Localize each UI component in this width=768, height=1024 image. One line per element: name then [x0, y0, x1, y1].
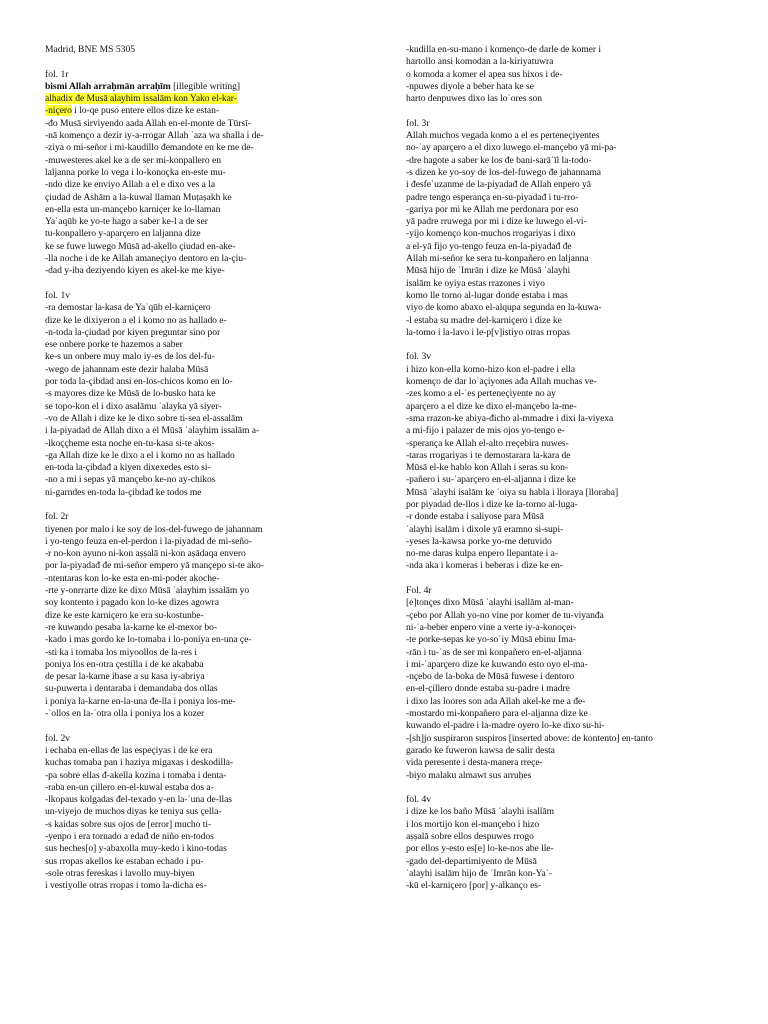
transcription-line [406, 413, 736, 425]
line-text: en-el-çillero donde estaba su-padre i madre [406, 683, 570, 695]
line-text: tiyenen por malo i ke soy de los-del-fuwego de jahannam [45, 523, 263, 535]
folio-section [406, 44, 736, 105]
transcription-line [45, 610, 370, 622]
line-text: -yeses la-kawsa porke yo-me detuvido [406, 535, 552, 547]
transcription-line [45, 241, 370, 253]
line-text: la-tomo i la-lavo i le-p[v]istiyo otras rropas [406, 326, 570, 338]
line-text: -ʿollos en la-ʿotra olla i poniya los a kozer [45, 708, 205, 720]
transcription-line [406, 44, 736, 56]
folio-section [406, 794, 736, 892]
transcription-line [406, 462, 736, 474]
transcription-line [45, 634, 370, 646]
line-text: yā padre rruwega por mi i dize ke luwego el-vi- [406, 216, 587, 228]
transcription-line [406, 610, 736, 622]
transcription-line [45, 536, 370, 548]
line-text: i dixo las loores son ada Allah akel-ke me a đe- [406, 695, 586, 707]
transcription-line [406, 278, 736, 290]
transcription-line [45, 450, 370, 462]
transcription-line [406, 499, 736, 511]
line-text: -dad y-iba deziyendo kiyen es akel-ke me kiye- [45, 265, 225, 277]
line-text: -ziya o mi-señor i mi-kaudillo đemandote en ke me de- [45, 142, 254, 154]
transcription-line [406, 179, 736, 191]
transcription-line [45, 868, 370, 880]
line-text: -ga Allah dize ke le dixo a el i komo no as hallado [45, 449, 235, 461]
line-text: -zes komo a el-ʿes perteneçiyente no ay [406, 388, 556, 400]
transcription-line [45, 794, 370, 806]
transcription-line [45, 524, 370, 536]
transcription-line [406, 315, 736, 327]
transcription-line [45, 671, 370, 683]
line-text: -pa sobre ellas đ-akella kozina i tomaba i denta- [45, 769, 227, 781]
transcription-line [406, 204, 736, 216]
transcription-line [406, 622, 736, 634]
line-text: viyo de komo abaxo el-alqupa segunda en la-kuwa- [406, 302, 602, 314]
transcription-line [45, 683, 370, 695]
line-text: i los mortijo kon el-mançebo i hizo [406, 818, 540, 830]
transcription-line [406, 130, 736, 142]
line-text: su-puwerta i dentaraba i demandaba dos ollas [45, 683, 218, 695]
transcription-line [406, 474, 736, 486]
line-text: por la-piyadađ đe mi-señor empero yā mançepo si-te ako- [45, 560, 264, 572]
line-text: -biyo malaku almawt sus arruḥes [406, 769, 532, 781]
transcription-line [406, 265, 736, 277]
line-text: -wego de jahannam este dezir halaba Mūsā [45, 363, 209, 375]
line-text: Allah mi-señor ke sera tu-konpañero en laljanna [406, 253, 589, 265]
line-text: i lo-qe puso entere ellos dize ke estan- [71, 105, 219, 117]
line-text: ke se fuwe luwego Mūsā ad-akello çiudad en-ake- [45, 240, 236, 252]
transcription-line [406, 216, 736, 228]
line-text: padre tengo esperança en-su-piyadađ i tu-rro- [406, 191, 579, 203]
line-text: tu-konpallero y-aparçero en laljanna dize [45, 228, 201, 240]
line-text: -mostardo mi-konpañero para el-aljanna dize ke [406, 708, 588, 720]
highlighted-text: -niçero [45, 105, 72, 117]
transcription-line [406, 155, 736, 167]
line-text: komenço de dar loʿaçiyones ađa Allah muchas ve- [406, 376, 597, 388]
transcription-line [406, 487, 736, 499]
transcription-line [45, 560, 370, 572]
transcription-line [406, 401, 736, 413]
line-text: ni-garndes en-toda la-çibdađ ke todos me [45, 486, 202, 498]
line-text: por toda la-çibdad ansi en-los-chicos komo en lo- [45, 376, 233, 388]
line-text: ni-ʿa-beber enpero vine a verte iy-a-konoçer- [406, 621, 577, 633]
transcription-line [406, 56, 736, 68]
transcription-line [45, 585, 370, 597]
line-text: -gado del-departimiyento de Mūsā [406, 855, 537, 867]
line-text: i yo-tengo feuza en-el-perdon i la-piyadad de mi-seño- [45, 535, 252, 547]
line-text: -đo Musā sirviyendo aada Allah en-el-monte de Tūrsī- [45, 117, 251, 129]
right-column-sections [406, 44, 736, 892]
transcription-line [45, 216, 370, 228]
line-text: sus heches[o] y-abaxolla muy-kedo i kino-todas [45, 843, 227, 855]
transcription-line [45, 105, 370, 117]
line-text: -çebo por Allah yo-no vine por komer de tu-viyanđa [406, 609, 604, 621]
line-text: Allah muchos vegada komo a el es perteneçiyentes [406, 130, 600, 142]
line-text: Mūsā el-ke hablo kon Allah i seras su kon- [406, 462, 569, 474]
line-text: -raba en-un çillero en-el-kuwal estaba dos a- [45, 781, 214, 793]
line-text: -kado i mas gordo ke lo-tomaba i lo-poniya en-una çe- [45, 634, 252, 646]
transcription-line [45, 192, 370, 204]
transcription-line [45, 438, 370, 450]
line-text: -l estaba su madre del-karniçero i dize ke [406, 314, 562, 326]
transcription-line [45, 118, 370, 130]
line-text: -sperança ke Allah el-alto rreçebira nuwes- [406, 437, 569, 449]
transcription-line [406, 192, 736, 204]
line-text: -npuwes diyole a beber hata ke se [406, 80, 534, 92]
line-text: ke-s un onbere muy malo iy-es de los del-fu- [45, 351, 215, 363]
line-text: -ndo dize ke enviyo Allah a el e dixo ves a la [45, 179, 216, 191]
line-text: -lkopaus kolgadas đel-texado y-en la-ʿuna de-llas [45, 794, 232, 806]
line-text: -sma rrazon-ke abiya-đicho al-mmadre i dixi la-viyexa [406, 412, 614, 424]
transcription-line [406, 745, 736, 757]
line-text: i vestiyolle otras rropas i tomo la-dicha es- [45, 880, 207, 892]
transcription-line [45, 401, 370, 413]
transcription-line [406, 93, 736, 105]
line-text: no-ʿay aparçero a el dixo luwego el-mançebo yā mi-pa- [406, 142, 617, 154]
transcription-line [45, 708, 370, 720]
transcription-line [45, 327, 370, 339]
right-column [406, 44, 736, 892]
transcription-line [406, 733, 736, 745]
line-text: a el-yā fijo yo-tengo feuza en-la-piyadađ đe [406, 240, 572, 252]
line-text: i đesfeʿuzanme de la-piyadađ de Allah enpero yā [406, 179, 591, 191]
line-text: -nda aka i komeras i beberas i dize ke en- [406, 560, 563, 572]
line-text: -[sh]jo suspiraron suspiros [inserted above: de kontento] en-tanto [406, 732, 653, 744]
line-text: poniya los en-otra çestilla i de ke akababa [45, 658, 204, 670]
transcription-line [45, 696, 370, 708]
transcription-line [45, 155, 370, 167]
line-text: -vo de Allah i dize ke le dixo sobre ti-sea el-assalām [45, 412, 243, 424]
transcription-line [406, 597, 736, 609]
line-text: ese onbere porke te hazemos a saber [45, 339, 183, 351]
line-text: -r no-kon ayuno ni-kon aṣṣalā ni-kon aṣādaqa envero [45, 548, 246, 560]
transcription-line [45, 856, 370, 868]
line-text: -r donde estaba i saliyose para Mūsā [406, 511, 544, 523]
transcription-line [45, 819, 370, 831]
transcription-line [45, 93, 370, 105]
transcription-line [45, 831, 370, 843]
folio-section [406, 351, 736, 572]
folio-label: fol. 2r [45, 511, 69, 523]
transcription-line [45, 770, 370, 782]
line-text: -nçebo de la-boka de Mūsā fuwese i dentoro [406, 671, 575, 683]
line-text: no-me daras kulpa enpero llepantate i a- [406, 548, 558, 560]
transcription-line [406, 831, 736, 843]
line-text: soy kontento i pagado kon lo-ke dizes agowra [45, 597, 219, 609]
transcription-line [45, 462, 370, 474]
line-text: -n-toda la-çiudad por kiyen preguntar sino por [45, 326, 221, 338]
highlighted-text: alhadix đe Musā alayhim issalām kon Yako el-kar- [45, 93, 237, 105]
transcription-line [45, 179, 370, 191]
line-text: -taras rrogariyas i te demostarara la-kara de [406, 449, 571, 461]
transcription-line [45, 622, 370, 634]
transcription-line [406, 560, 736, 572]
line-text: i poniya la-karne en-la-una đe-lla i poniya los-me- [45, 695, 236, 707]
transcription-line [45, 487, 370, 499]
line-text: -sti ka i tomaba los miyoollos de la-res i [45, 646, 197, 658]
transcription-line [45, 806, 370, 818]
transcription-line [45, 782, 370, 794]
line-text: harto denpuwes dixo las loʿores son [406, 93, 543, 105]
line-text: -lkoççheme esta noche en-tu-kasa si-te akos- [45, 437, 215, 449]
folio-label: fol. 3v [406, 351, 432, 363]
transcription-line [406, 327, 736, 339]
transcription-line [45, 425, 370, 437]
line-text: ʿalayhi isalām i dixole yā eramno si-supi- [406, 523, 564, 535]
line-text: i la-piyadad de Allah dixo a el Mūsā ʿalayhim issalām a- [45, 425, 260, 437]
folio-section [45, 733, 370, 893]
transcription-line [406, 69, 736, 81]
line-text: un-viyejo de muchos diyas ke teniya sus çella- [45, 806, 222, 818]
transcription-line [45, 204, 370, 216]
line-text: hartollo ansi komodan a la-kiriyatuwra [406, 56, 554, 68]
transcription-line [45, 548, 370, 560]
line-text: vida peresente i desta-manera rreçe- [406, 757, 543, 769]
line-text: en-toda la-çibdađ a kiyen dixexedes esto si- [45, 462, 211, 474]
line-text: -s mayores dize ke Mūsā de lo-busko hata ke [45, 388, 216, 400]
line-text: -kū el-karniçero [por] y-alkanço es- [406, 880, 542, 892]
transcription-line [406, 856, 736, 868]
transcription-line [406, 388, 736, 400]
line-text: aparçero a el dize ke dixo el-mançebo la-me- [406, 400, 577, 412]
line-text: komo lle torno al-lugar donde estaba i mas [406, 289, 568, 301]
folio-label: fol. 2v [45, 732, 71, 744]
line-text: çiudad de Ashām a la-kuwal llaman Muṭaṣakh ke [45, 191, 232, 203]
line-text: i hizo kon-ella komo-hizo kon el-padre i ella [406, 363, 576, 375]
line-text: -re kuwando pesaba la-karne ke el-mexor bo- [45, 621, 218, 633]
line-text: -rān i tu-ʿas de ser mi konpañero en-el-aljanna [406, 646, 582, 658]
transcription-line [406, 634, 736, 646]
transcription-line [45, 745, 370, 757]
line-text: kuchas tomaba pan i haziya migaxas i deskodilla- [45, 757, 234, 769]
line-text: se topo-kon el i dixo asalāmu ʿalayka yā siyer- [45, 400, 222, 412]
transcription-line [406, 720, 736, 732]
line-text: i mi-ʿaparçero dize ke kuwando esto oyo el-ma- [406, 658, 588, 670]
line-text: i echaba en-ellas đe las espeçiyas i de ke era [45, 744, 213, 756]
left-column-sections [45, 69, 370, 893]
transcription-line [406, 843, 736, 855]
line-text: -no a mi i sepas yā mançebo ke-no ay-chikos [45, 474, 216, 486]
line-text: -yenpo i era tornado a edađ de niño en-todos [45, 831, 214, 842]
line-text: -yijo komenço kon-muchos rrogariyas i dixo [406, 228, 576, 240]
folio-label: fol. 1v [45, 289, 71, 301]
line-text: -ntentaras kon lo-ke esta en-mi-poder akoche- [45, 572, 220, 584]
folio-section [45, 69, 370, 278]
transcription-line [406, 806, 736, 818]
transcription-line [45, 339, 370, 351]
line-text: aṣṣalā sobre ellos despuwes rrogo [406, 831, 534, 842]
transcription-line [45, 573, 370, 585]
transcription-line [406, 364, 736, 376]
transcription-line [406, 696, 736, 708]
folio-label: fol. 1r [45, 68, 69, 80]
transcription-line [406, 536, 736, 548]
transcription-line [406, 290, 736, 302]
transcription-line [406, 376, 736, 388]
line-text: por piyadad de-llos i dize ke la-torno al-luga- [406, 498, 578, 510]
transcription-line [406, 438, 736, 450]
transcription-line [45, 880, 370, 892]
line-text: laljanna porke lo vega i lo-konoçka en-este mu- [45, 166, 226, 178]
line-text: kuwando el-padre i la-madre oyero lo-ke dixo su-hi- [406, 720, 605, 732]
transcription-line [45, 130, 370, 142]
transcription-line [45, 388, 370, 400]
line-text: -te porke-sepas ke yo-soʿiy Mūsā ebinu Ima- [406, 634, 576, 646]
line-text: -lla noche i de ke Allah amaneçiyo dentoro en la-çiu- [45, 253, 247, 265]
line-text: de pesar la-karne ibase a su kasa iy-abriya [45, 671, 205, 683]
folio-label: Fol. 4r [406, 585, 432, 597]
transcription-line [406, 241, 736, 253]
line-text: en-ella esta un-mançebo karniçer ke lo-llaman [45, 203, 221, 215]
transcription-line [45, 302, 370, 314]
transcription-line [45, 659, 370, 671]
line-text: -pañero i su-ʿaparçero en-el-aljanna i dize ke [406, 474, 576, 486]
folio-label: fol. 4v [406, 794, 432, 806]
transcription-line [406, 142, 736, 154]
transcription-line [406, 548, 736, 560]
transcription-line [45, 315, 370, 327]
transcription-line [45, 364, 370, 376]
line-text: -muwesteres akel ke a de ser mi-konpallero en [45, 154, 221, 166]
line-text: -s kaidas sobre sus ojos de [error] mucho ti- [45, 818, 212, 830]
transcription-line [406, 770, 736, 782]
line-text: -s dizen ke yo-soy de los-del-fuwego đe jahannama [406, 166, 601, 178]
transcription-line [406, 868, 736, 880]
folio-label: fol. 3r [406, 117, 430, 129]
line-text: sus rropas akellos ke estaban echado i pu- [45, 855, 204, 867]
line-text: garado ke fuweron kawsa de salir desta [406, 744, 555, 756]
line-text: -ra demostar la-kasa de Yaʿqūb el-karniçero [45, 302, 211, 314]
transcription-line [406, 511, 736, 523]
line-text: i dize ke los baño Mūsā ʿalayhi isallām [406, 806, 555, 818]
transcription-line [45, 597, 370, 609]
transcription-line [406, 228, 736, 240]
line-text: o komoda a komer el apea sus hixos i de- [406, 68, 563, 80]
line-text: -gariya por mi ke Allah me perdonara por eso [406, 203, 579, 215]
transcription-line [45, 253, 370, 265]
manuscript-title: Madrid, BNE MS 5305 [45, 44, 136, 55]
transcription-line [406, 524, 736, 536]
transcription-line [45, 167, 370, 179]
line-text: -nā komenço a dezir iy-a-rrogar Allah ʿaza wa shalla i de- [45, 130, 264, 142]
line-text: isalām ke oyiya estas rrazones i viyo [406, 277, 545, 289]
transcription-line [406, 253, 736, 265]
transcription-line [45, 265, 370, 277]
folio-section [45, 290, 370, 499]
transcription-line [406, 757, 736, 769]
transcription-line [45, 413, 370, 425]
line-text: -dre hagote a saber ke los đe bani-sarāʾīl la-todo- [406, 154, 592, 166]
line-text: -sole otras fereskas i lavollo muy-biyen [45, 867, 195, 879]
left-column [45, 44, 370, 892]
line-text: -kudilla en-su-mano i komenço-de darle de komer i [406, 44, 601, 55]
folio-section [406, 118, 736, 339]
transcription-line [406, 81, 736, 93]
transcription-line [45, 228, 370, 240]
transcription-line [45, 647, 370, 659]
line-text: Mūsā hijo de ʿImrān i dize ke Mūsā ʿalayhi [406, 265, 571, 277]
transcription-line [45, 351, 370, 363]
line-text: por ellos y-esto es[e] lo-ke-nos abe lle- [406, 843, 554, 855]
transcription-line [406, 880, 736, 892]
transcription-line [406, 671, 736, 683]
line-text: dize ke este karniçero ke era su-kostunbe- [45, 609, 204, 621]
transcription-line [45, 376, 370, 388]
transcription-line [45, 474, 370, 486]
line-text: a mi-fijo i palazer de mis ojos yo-tengo e- [406, 425, 565, 437]
transcription-line [406, 450, 736, 462]
transcription-line [406, 659, 736, 671]
line-text: Mūsā ʿalayhi isalām ke ʿoiya su habla i lloraya [lloraba] [406, 486, 619, 498]
folio-section [406, 585, 736, 782]
bold-heading-text: bismi Allah arraḥmān arraḥīm [45, 80, 171, 92]
line-text: [e]tonçes dixo Mūsā ʿalayhi isallām al-man- [406, 597, 574, 609]
line-text: Yaʿaqūb ke yo-te hago a saber ke-l a de ser [45, 216, 208, 228]
transcription-line [45, 757, 370, 769]
line-text: dize ke le dixiyeron a el i komo no as hallado e- [45, 314, 227, 326]
transcription-line [406, 708, 736, 720]
transcription-line [406, 647, 736, 659]
transcription-line [406, 683, 736, 695]
transcription-line [45, 81, 370, 93]
folio-section [45, 511, 370, 720]
transcription-line [406, 302, 736, 314]
transcription-line [406, 819, 736, 831]
transcription-line [45, 843, 370, 855]
transcription-line [45, 142, 370, 154]
transcription-line [406, 425, 736, 437]
line-text: -rte y-onrrarte dize ke dixo Mūsā ʿalayhim issalām yo [45, 585, 250, 597]
transcription-line [406, 167, 736, 179]
line-text: [illegible writing] [170, 80, 241, 92]
line-text: ʿalayhi isalām hijo đe ʿImrān kon-Yaʿ- [406, 867, 553, 879]
